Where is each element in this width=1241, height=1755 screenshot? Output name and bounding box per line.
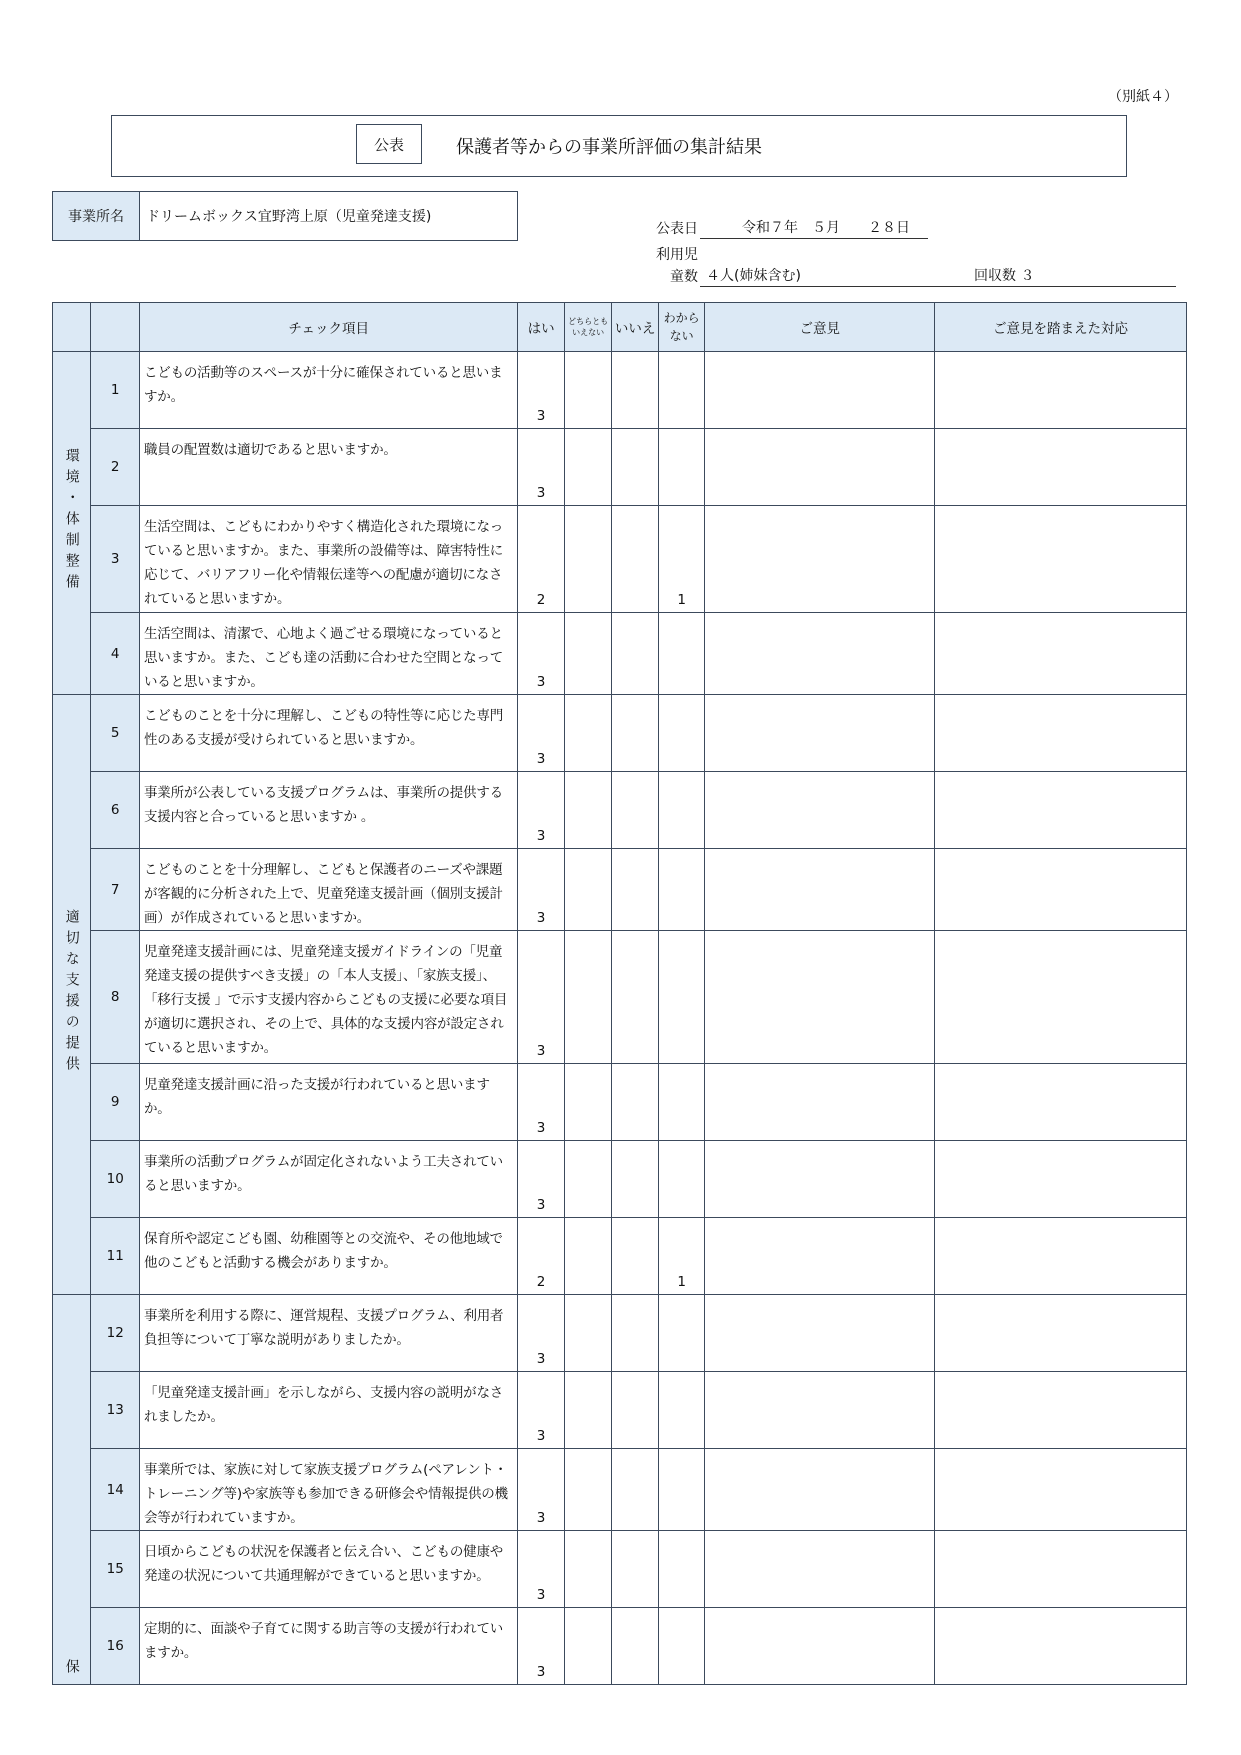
count-unknown [658, 613, 705, 695]
count-yes: 2 [518, 1218, 565, 1295]
opinion-cell [705, 931, 935, 1064]
count-yes: 3 [518, 1372, 565, 1449]
response-cell [935, 849, 1187, 931]
count-neither [564, 352, 612, 429]
count-yes: 3 [518, 1449, 565, 1531]
response-cell [935, 1064, 1187, 1141]
response-cell [935, 931, 1187, 1064]
header-neither-line1: どちらとも [568, 317, 609, 326]
category-support [53, 695, 91, 1295]
response-count [974, 265, 1034, 285]
count-neither [564, 1372, 612, 1449]
opinion-cell [705, 429, 935, 506]
check-item-text: こどものことを十分に理解し、こどもの特性等に応じた専門性のある支援が受けられていると思いますか。 [139, 695, 517, 772]
row-number: 8 [91, 931, 140, 1064]
check-item-text: 生活空間は、清潔で、心地よく過ごせる環境になっていると思いますか。また、こども達の活動に合わせた空間となっていると思いますか。 [139, 613, 517, 695]
row-number: 11 [91, 1218, 140, 1295]
table-row [53, 1141, 1187, 1218]
opinion-cell [705, 1372, 935, 1449]
count-no [612, 1531, 659, 1608]
count-unknown [658, 1372, 705, 1449]
count-unknown [658, 849, 705, 931]
header-response: ご意見を踏まえた対応 [935, 303, 1187, 352]
count-no [612, 1372, 659, 1449]
header-neither [564, 303, 612, 352]
check-item-text: こどものことを十分理解し、こどもと保護者のニーズや課題が客観的に分析された上で、児童発達支援計画（個別支援計画）が作成されていると思いますか。 [139, 849, 517, 931]
row-number: 14 [91, 1449, 140, 1531]
opinion-cell [705, 695, 935, 772]
count-neither [564, 506, 612, 613]
opinion-cell [705, 1141, 935, 1218]
response-count-label: 回収数 [974, 268, 1016, 284]
count-unknown: 1 [658, 506, 705, 613]
count-neither [564, 849, 612, 931]
table-row [53, 613, 1187, 695]
header-neither-line2: いえない [572, 328, 605, 337]
opinion-cell [705, 352, 935, 429]
count-neither [564, 1064, 612, 1141]
count-yes: 3 [518, 429, 565, 506]
user-count-value: ４人(姉妹含む) [706, 268, 801, 284]
count-no [612, 1064, 659, 1141]
table-row [53, 1064, 1187, 1141]
user-count-label-1: 利用児 [656, 247, 698, 263]
opinion-cell [705, 506, 935, 613]
count-unknown [658, 1064, 705, 1141]
count-unknown [658, 1449, 705, 1531]
row-number: 1 [91, 352, 140, 429]
check-item-text: 児童発達支援計画に沿った支援が行われていると思いますか。 [139, 1064, 517, 1141]
publish-date-label: 公表日 [656, 221, 698, 237]
opinion-cell [705, 772, 935, 849]
response-cell [935, 1449, 1187, 1531]
opinion-cell [705, 1449, 935, 1531]
count-unknown [658, 1531, 705, 1608]
category-label: 適切な支援の提供 [63, 908, 80, 1077]
count-unknown [658, 1141, 705, 1218]
count-neither [564, 1449, 612, 1531]
count-no [612, 1141, 659, 1218]
header-unknown [658, 303, 705, 352]
count-neither [564, 1141, 612, 1218]
table-row [53, 1449, 1187, 1531]
opinion-cell [705, 1295, 935, 1372]
check-item-text: 職員の配置数は適切であると思いますか。 [139, 429, 517, 506]
table-row [53, 352, 1187, 429]
count-no [612, 1608, 659, 1685]
table-row [53, 772, 1187, 849]
count-neither [564, 429, 612, 506]
count-yes: 3 [518, 1295, 565, 1372]
count-neither [564, 1531, 612, 1608]
count-no [612, 613, 659, 695]
table-row [53, 506, 1187, 613]
row-number: 4 [91, 613, 140, 695]
check-item-text: 定期的に、面談や子育てに関する助言等の支援が行われていますか。 [139, 1608, 517, 1685]
count-unknown [658, 352, 705, 429]
table-row [53, 1372, 1187, 1449]
response-cell [935, 1295, 1187, 1372]
response-count-value: ３ [1020, 268, 1035, 284]
row-number: 13 [91, 1372, 140, 1449]
check-item-text: 保育所や認定こども園、幼稚園等との交流や、その他地域で他のこどもと活動する機会がありますか。 [139, 1218, 517, 1295]
count-neither [564, 1218, 612, 1295]
response-cell [935, 1608, 1187, 1685]
category-guardian [53, 1295, 91, 1685]
category-label: 保 [63, 1659, 80, 1680]
count-neither [564, 1295, 612, 1372]
row-number: 16 [91, 1608, 140, 1685]
header-yes: はい [518, 303, 565, 352]
count-yes: 3 [518, 772, 565, 849]
header-unknown-line2: ない [669, 329, 694, 343]
count-no [612, 1449, 659, 1531]
count-neither [564, 931, 612, 1064]
check-item-text: 事業所が公表している支援プログラムは、事業所の提供する支援内容と合っていると思いますか 。 [139, 772, 517, 849]
opinion-cell [705, 849, 935, 931]
check-item-text: 「児童発達支援計画」を示しながら、支援内容の説明がなされましたか。 [139, 1372, 517, 1449]
check-item-text: 日頃からこどもの状況を保護者と伝え合い、こどもの健康や発達の状況について共通理解ができていると思いますか。 [139, 1531, 517, 1608]
publish-badge: 公表 [356, 124, 422, 164]
count-yes: 3 [518, 1064, 565, 1141]
office-name: ドリームボックス宜野湾上原（児童発達支援) [146, 209, 432, 225]
office-box [52, 191, 518, 241]
table-row [53, 1608, 1187, 1685]
count-unknown [658, 1295, 705, 1372]
user-count-underline [700, 264, 1176, 287]
response-cell [935, 613, 1187, 695]
check-item-text: 生活空間は、こどもにわかりやすく構造化された環境になっていると思いますか。また、事業所の設備等は、障害特性に応じて、バリアフリー化や情報伝達等への配慮が適切になされていると思いますか。 [139, 506, 517, 613]
row-number: 3 [91, 506, 140, 613]
count-neither [564, 695, 612, 772]
response-cell [935, 352, 1187, 429]
count-unknown: 1 [658, 1218, 705, 1295]
count-neither [564, 613, 612, 695]
opinion-cell [705, 1218, 935, 1295]
table-row [53, 429, 1187, 506]
opinion-cell [705, 613, 935, 695]
count-no [612, 849, 659, 931]
response-cell [935, 772, 1187, 849]
count-yes: 3 [518, 613, 565, 695]
table-row [53, 1295, 1187, 1372]
count-unknown [658, 695, 705, 772]
row-number: 12 [91, 1295, 140, 1372]
response-cell [935, 506, 1187, 613]
header-category [53, 303, 91, 352]
count-unknown [658, 931, 705, 1064]
category-environment [53, 352, 91, 695]
count-no [612, 1218, 659, 1295]
count-no [612, 931, 659, 1064]
count-no [612, 429, 659, 506]
response-cell [935, 1372, 1187, 1449]
row-number: 2 [91, 429, 140, 506]
check-item-text: こどもの活動等のスペースが十分に確保されていると思いますか。 [139, 352, 517, 429]
publish-date-value: 令和７年 ５月 ２８日 [742, 220, 910, 236]
evaluation-table [52, 302, 1187, 1685]
header-opinion: ご意見 [705, 303, 935, 352]
response-cell [935, 1531, 1187, 1608]
check-item-text: 事業所では、家族に対して家族支援プログラム(ペアレント・トレーニング等)や家族等も参加できる研修会や情報提供の機会等が行われていますか。 [139, 1449, 517, 1531]
count-yes: 3 [518, 352, 565, 429]
response-cell [935, 429, 1187, 506]
table-row [53, 695, 1187, 772]
response-cell [935, 1141, 1187, 1218]
category-label: 環境・体制整備 [63, 447, 80, 595]
user-count-label-2: 童数 [670, 269, 698, 285]
count-unknown [658, 772, 705, 849]
response-cell [935, 1218, 1187, 1295]
response-cell [935, 695, 1187, 772]
header-unknown-line1: わから [663, 311, 700, 325]
check-item-text: 児童発達支援計画には、児童発達支援ガイドラインの「児童発達支援の提供すべき支援」の「本人支援」、「家族支援」、「移行支援 」で示す支援内容からこどもの支援に必要な項目が適切に選択され、その上で、具体的な支援内容が設定されていると思いますか。 [139, 931, 517, 1064]
row-number: 10 [91, 1141, 140, 1218]
table-row [53, 1218, 1187, 1295]
header-row [53, 303, 1187, 352]
check-item-text: 事業所の活動プログラムが固定化されないよう工夫されていると思いますか。 [139, 1141, 517, 1218]
table-row [53, 931, 1187, 1064]
opinion-cell [705, 1064, 935, 1141]
count-yes: 3 [518, 931, 565, 1064]
count-no [612, 506, 659, 613]
count-yes: 3 [518, 849, 565, 931]
count-neither [564, 772, 612, 849]
count-no [612, 352, 659, 429]
row-number: 15 [91, 1531, 140, 1608]
count-yes: 3 [518, 1531, 565, 1608]
count-yes: 3 [518, 695, 565, 772]
header-check-item: チェック項目 [139, 303, 517, 352]
count-neither [564, 1608, 612, 1685]
count-yes: 3 [518, 1608, 565, 1685]
opinion-cell [705, 1608, 935, 1685]
row-number: 9 [91, 1064, 140, 1141]
count-unknown [658, 429, 705, 506]
header-number [91, 303, 140, 352]
table-row [53, 849, 1187, 931]
page-title: 保護者等からの事業所評価の集計結果 [456, 137, 762, 158]
count-no [612, 695, 659, 772]
row-number: 7 [91, 849, 140, 931]
attachment-label: （別紙４） [1108, 89, 1178, 105]
count-no [612, 1295, 659, 1372]
opinion-cell [705, 1531, 935, 1608]
count-yes: 3 [518, 1141, 565, 1218]
table-body [53, 352, 1187, 1685]
header-no: いいえ [612, 303, 659, 352]
count-unknown [658, 1608, 705, 1685]
office-label: 事業所名 [53, 192, 140, 240]
count-yes: 2 [518, 506, 565, 613]
count-no [612, 772, 659, 849]
check-item-text: 事業所を利用する際に、運営規程、支援プログラム、利用者負担等について丁寧な説明がありましたか。 [139, 1295, 517, 1372]
row-number: 6 [91, 772, 140, 849]
row-number: 5 [91, 695, 140, 772]
publish-date-underline [700, 216, 928, 239]
table-row [53, 1531, 1187, 1608]
